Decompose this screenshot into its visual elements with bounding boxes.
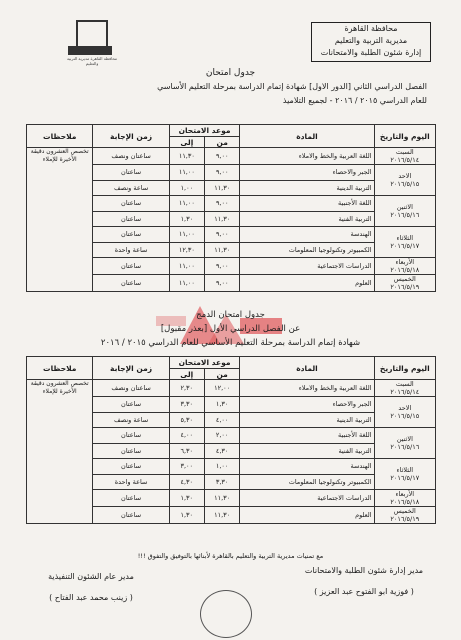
from-cell: ٤,٣٠ [204,443,240,459]
day-name: الاثنين [396,203,413,211]
day-date: ٢٠١٦/٥/١٨ [390,498,420,506]
duration-cell: ساعة واحدة [93,242,169,258]
subject-cell: اللغة العربية والخط والاملاء [240,380,374,397]
cairo-directorate-logo [62,18,122,64]
to-cell: ٣,٣٠ [169,397,204,413]
from-cell: ٩,٠٠ [205,275,240,292]
day-name: الاحد [398,404,412,412]
day-date: ٢٠١٦/٥/١٧ [390,474,420,482]
duration-cell: ساعتان [93,196,169,212]
day-name: الثلاثاء [396,234,414,242]
col-from: من [204,369,240,380]
day-date-cell [374,428,435,459]
duration-cell: ساعتان [93,443,169,459]
from-cell: ١١,٣٠ [204,507,240,524]
day-date: ٢٠١٦/٥/١٥ [390,180,420,188]
from-cell: ٩,٠٠ [205,258,240,275]
duration-cell: ساعتان [93,258,169,275]
from-cell: ٩,٠٠ [205,196,240,212]
table-row [27,380,436,397]
col-duration: زمن الإجابة [93,125,169,148]
duration-cell: ساعتان [93,165,169,181]
from-cell: ٤,٠٠ [204,412,240,428]
subject-cell: التربية الفنية [240,211,374,227]
signature-right-name: ( فوزية ابو الفتوح عبد العزيز ) [314,587,414,596]
subject-cell: الكمبيوتر وتكنولوجيا المعلومات [240,474,374,490]
from-cell: ١١,٣٠ [205,242,240,258]
from-cell: ٩,٠٠ [205,148,240,165]
duration-cell: ساعتان [93,459,169,475]
header-line-governorate: محافظة القاهرة [344,24,398,33]
duration-cell: ساعتان [93,490,169,507]
header-line-directorate: مديرية التربية والتعليم [334,36,408,45]
day-date: ٢٠١٦/٥/١٩ [390,283,420,291]
logo-band [68,46,112,55]
col-exam-time: موعد الامتحان [169,125,240,137]
from-cell: ٣,٣٠ [204,474,240,490]
notes-cell: تخصص العشرون دقيقة الأخيرة للإملاء [27,148,93,292]
logo-caption: محافظة القاهرة مديرية التربية والتعليم [66,56,118,66]
header-line-department: إدارة شئون الطلبة والامتحانات [320,48,422,57]
duration-cell: ساعتان [93,275,169,292]
day-name: الأربعاء [395,258,415,266]
day-date: ٢٠١٦/٥/١٧ [390,242,420,250]
subject-cell: الجبر والاحصاء [240,397,374,413]
subject-cell: اللغة الأجنبية [240,428,374,444]
subject-cell: العلوم [240,275,374,292]
col-duration: زمن الإجابة [93,357,169,380]
to-cell: ٤,٠٠ [169,428,204,444]
col-day-date: اليوم والتاريخ [374,357,435,380]
exam-table-inclusion [26,356,436,524]
day-name: الخميس [393,507,416,515]
from-cell: ١١,٣٠ [204,490,240,507]
duration-cell: ساعتان [93,227,169,243]
col-to: إلى [169,137,204,148]
duration-cell: ساعتان ونصف [93,380,169,397]
section2-title: جدول امتحان الدمج [196,310,265,320]
header-box [311,22,431,62]
to-cell: ١١,٠٠ [169,227,204,243]
subject-cell: العلوم [240,507,374,524]
day-name: الاحد [398,172,412,180]
duration-cell: ساعتان [93,211,169,227]
from-cell: ٢,٠٠ [204,428,240,444]
day-date-cell [374,196,435,227]
day-date-cell [374,490,435,507]
to-cell: ٣,٠٠ [169,459,204,475]
signature-right-title: مدير إدارة شئون الطلبة والامتحانات [304,566,424,575]
from-cell: ١١,٣٠ [205,211,240,227]
from-cell: ١١,٣٠ [205,180,240,196]
notes-cell: تخصص العشرون دقيقة الأخيرة للإملاء [27,380,93,524]
signature-left-scribble [16,581,166,593]
signature-block-right [289,566,439,596]
to-cell: ١,٣٠ [169,490,204,507]
subject-cell: التربية الدينية [240,412,374,428]
from-cell: ٩,٠٠ [205,227,240,243]
to-cell: ٤,٣٠ [169,474,204,490]
from-cell: ١,٠٠ [204,459,240,475]
to-cell: ١,٣٠ [169,507,204,524]
subject-cell: اللغة العربية والخط والاملاء [240,148,374,165]
logo-building-icon [76,20,108,48]
to-cell: ١,٣٠ [169,211,204,227]
day-name: الاثنين [396,435,413,443]
col-notes: ملاحظات [27,357,93,380]
subject-cell: الدراسات الاجتماعية [240,258,374,275]
from-cell: ١,٣٠ [204,397,240,413]
col-day-date: اليوم والتاريخ [374,125,435,148]
col-exam-time: موعد الامتحان [169,357,240,369]
section1-title: جدول امتحان [205,68,256,78]
to-cell: ١١,٠٠ [169,165,204,181]
day-date: ٢٠١٦/٥/١٨ [390,266,420,274]
col-from: من [205,137,240,148]
day-date: ٢٠١٦/٥/١٦ [390,211,420,219]
subject-cell: الجبر والاحصاء [240,165,374,181]
to-cell: ١١,٠٠ [169,258,204,275]
to-cell: ٦,٣٠ [169,443,204,459]
day-date-cell [374,227,435,258]
day-name: الأربعاء [395,490,415,498]
col-to: إلى [169,369,204,380]
to-cell: ١٢,٣٠ [169,242,204,258]
day-date-cell [374,165,435,196]
signature-left-title: مدير عام الشئون التنفيذية [48,572,134,581]
duration-cell: ساعتان [93,507,169,524]
signature-block-left [16,572,166,602]
day-date: ٢٠١٦/٥/١٩ [390,515,420,523]
exam-table-first-round [26,124,436,292]
subject-cell: الهندسة [240,459,374,475]
col-subject: المادة [240,357,374,380]
day-date: ٢٠١٦/٥/١٦ [390,443,420,451]
to-cell: ١١,٣٠ [169,148,204,165]
section2-line1: عن الفصل الدراسي الأول [بعذر مقبول] [160,324,301,334]
subject-cell: الكمبيوتر وتكنولوجيا المعلومات [240,242,374,258]
duration-cell: ساعتان [93,428,169,444]
footer-wish: مع تمنيات مديرية التربية والتعليم بالقاهرة لأبنائها بالتوفيق والتفوق !!! [137,552,324,560]
duration-cell: ساعتان [93,397,169,413]
day-date-cell [374,397,435,428]
table-row [27,148,436,165]
day-date: ٢٠١٦/٥/١٤ [390,388,420,396]
day-name: السبت [395,380,414,388]
from-cell: ١٢,٠٠ [204,380,240,397]
subject-cell: الهندسة [240,227,374,243]
official-stamp [200,590,252,638]
duration-cell: ساعة واحدة [93,474,169,490]
col-notes: ملاحظات [27,125,93,148]
section1-line2: للعام الدراسي ٢٠١٥ / ٢٠١٦ - لجميع التلاميذ [282,96,427,105]
section1-line1: الفصل الدراسي الثاني [الدور الاول] شهادة إتمام الدراسة بمرحلة التعليم الأساسي [157,82,427,91]
day-date-cell [374,507,435,524]
duration-cell: ساعة ونصف [93,412,169,428]
subject-cell: التربية الدينية [240,180,374,196]
day-date: ٢٠١٦/٥/١٤ [390,156,420,164]
day-date-cell [374,258,435,275]
day-date-cell [374,459,435,490]
from-cell: ٩,٠٠ [205,165,240,181]
duration-cell: ساعتان ونصف [93,148,169,165]
duration-cell: ساعة ونصف [93,180,169,196]
subject-cell: اللغة الأجنبية [240,196,374,212]
subject-cell: التربية الفنية [240,443,374,459]
day-date-cell [374,380,435,397]
section2-line2: شهادة إتمام الدراسة بمرحلة التعليم الأساسي للعام الدراسي ٢٠١٥ / ٢٠١٦ [100,338,361,348]
subject-cell: الدراسات الاجتماعية [240,490,374,507]
day-date-cell [374,148,435,165]
signature-left-name: ( زينب محمد عبد الفتاح ) [49,593,133,602]
day-name: السبت [395,148,414,156]
day-name: الثلاثاء [396,466,414,474]
day-name: الخميس [393,275,416,283]
to-cell: ١١,٠٠ [169,196,204,212]
col-subject: المادة [240,125,374,148]
to-cell: ١,٠٠ [169,180,204,196]
day-date: ٢٠١٦/٥/١٥ [390,412,420,420]
to-cell: ٢,٣٠ [169,380,204,397]
signature-right-scribble [289,575,439,587]
day-date-cell [374,275,435,292]
to-cell: ١١,٠٠ [169,275,204,292]
to-cell: ٥,٣٠ [169,412,204,428]
